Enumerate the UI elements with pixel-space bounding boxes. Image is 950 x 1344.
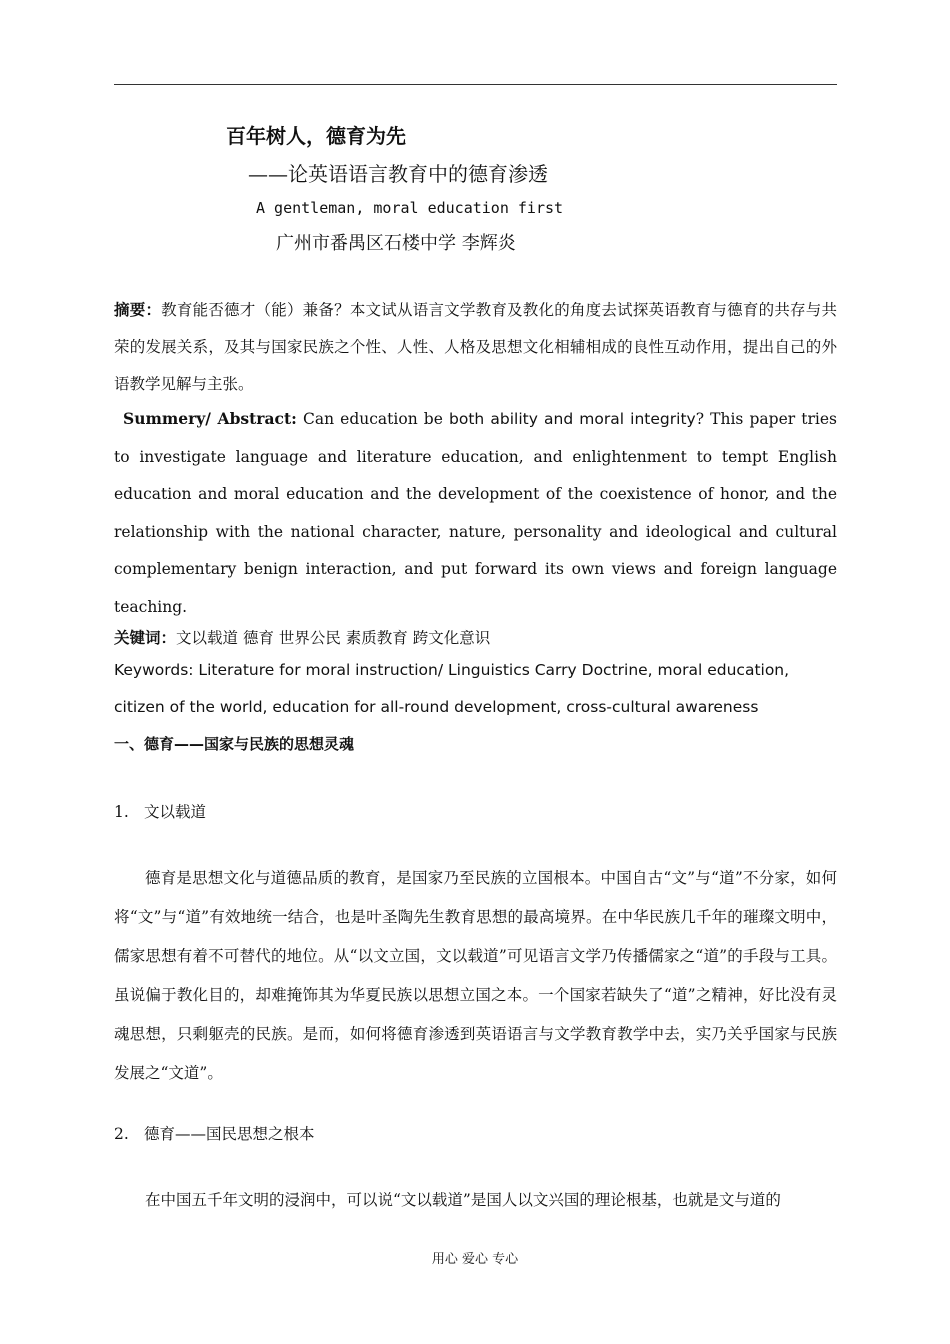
english-title: A gentleman, moral education first <box>256 199 564 217</box>
abstract-en <box>114 400 837 626</box>
abstract-en-text-2: both ability and moral integrity <box>449 410 696 428</box>
abstract-cn-text: 教育能否德才（能）兼备？本文试从语言文学教育及教化的角度去试探英语教育与德育的共存与共荣的发展关系，及其与国家民族之个性、人性、人格及思想文化相辅相成的良性互动作用，提出自己的外语教学见解与主张。 <box>114 301 837 393</box>
paragraph-1: 德育是思想文化与道德品质的教育，是国家乃至民族的立国根本。中国自古“文”与“道”不分家，如何将“文”与“道”有效地统一结合，也是叶圣陶先生教育思想的最高境界。在中华民族几千年的璀璨文明中，儒家思想有着不可替代的地位。从“以文立国，文以载道”可见语言文学乃传播儒家之“道”的手段与工具。虽说偏于教化目的，却难掩饰其为华夏民族以思想立国之本。一个国家若缺失了“道”之精神，好比没有灵魂思想，只剩躯壳的民族。是而，如何将德育渗透到英语语言与文学教育教学中去，实乃关乎国家与民族发展之“文道”。 <box>114 869 837 1082</box>
keywords-en-label: Keywords: <box>114 661 194 679</box>
abstract-en-label: Summery/ Abstract: <box>123 409 297 428</box>
document-title: 百年树人，德育为先 <box>226 124 406 148</box>
abstract-en-text-1: Can education be <box>296 410 450 428</box>
author-line: 广州市番禺区石楼中学 李辉炎 <box>276 233 516 254</box>
document-subtitle: ——论英语语言教育中的德育渗透 <box>248 162 548 186</box>
keywords-en-text: Literature for moral instruction/ Linguistics Carry Doctrine, moral education, citizen of the world, education for all-round development, cross-cultural awareness <box>114 661 790 716</box>
item-1-label: 文以载道 <box>144 803 207 821</box>
header-rule <box>114 84 837 85</box>
section-heading-1: 一、德育——国家与民族的思想灵魂 <box>114 735 355 753</box>
item-1 <box>114 800 837 822</box>
item-2-label: 德育——国民思想之根本 <box>144 1125 315 1143</box>
item-2-number: 2. <box>114 1125 129 1143</box>
keywords-en <box>114 652 837 726</box>
item-1-number: 1. <box>114 803 129 821</box>
keywords-cn-text: 文以载道 德育 世界公民 素质教育 跨文化意识 <box>176 629 491 647</box>
keywords-cn <box>114 626 837 648</box>
paragraph-2: 在中国五千年文明的浸润中，可以说“文以载道”是国人以文兴国的理论根基，也就是文与道的 <box>145 1191 781 1209</box>
abstract-cn-label: 摘要： <box>114 301 162 319</box>
item-2 <box>114 1122 837 1144</box>
abstract-cn <box>114 292 837 403</box>
abstract-en-text-3: ? This paper tries to investigate language and literature education, and enlightenment to tempt English education and moral education and the development of the coexistence of honor, and the relationship with the national character, nature, personality and ideological and cultural complementary benign interaction, and put forward its own views and foreign language teaching. <box>114 410 838 616</box>
page-footer: 用心 爱心 专心 <box>431 1252 519 1267</box>
keywords-cn-label: 关键词： <box>114 629 177 647</box>
